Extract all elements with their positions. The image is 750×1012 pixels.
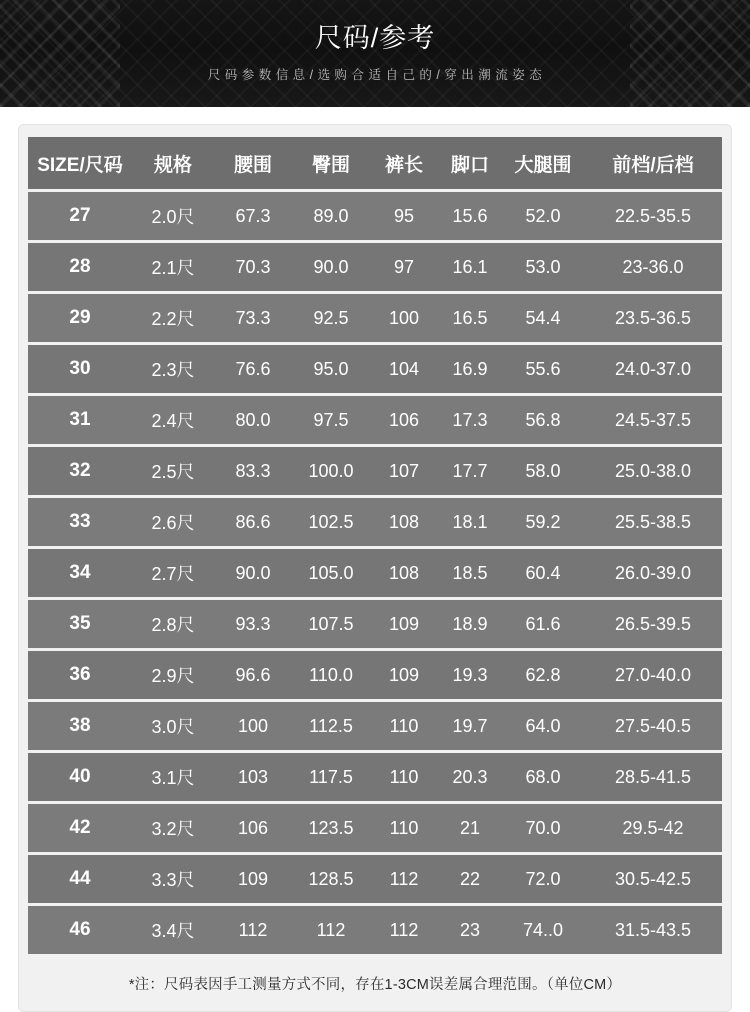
cell-hip: 89.0 [292,192,370,240]
cell-hip: 107.5 [292,600,370,648]
cell-size: 33 [28,498,132,546]
cell-rise: 26.0-39.0 [584,549,722,597]
cell-waist: 103 [214,753,292,801]
cell-rise: 23.5-36.5 [584,294,722,342]
cell-size: 42 [28,804,132,852]
cell-waist: 80.0 [214,396,292,444]
table-row [28,192,722,240]
cell-length: 112 [370,855,438,903]
cell-length: 110 [370,753,438,801]
cell-size: 27 [28,192,132,240]
table-row [28,345,722,393]
cell-thigh: 64.0 [502,702,584,750]
page-subtitle: 尺 码 参 数 信 息 / 选 购 合 适 自 己 的 / 穿 出 潮 流 姿 态 [207,68,543,83]
cell-size: 44 [28,855,132,903]
table-row [28,753,722,801]
cell-thigh: 61.6 [502,600,584,648]
cell-size: 36 [28,651,132,699]
cell-thigh: 56.8 [502,396,584,444]
cell-rise: 26.5-39.5 [584,600,722,648]
table-row [28,906,722,954]
cell-length: 110 [370,702,438,750]
cell-hip: 112.5 [292,702,370,750]
cell-cuff: 18.5 [438,549,502,597]
cell-hip: 128.5 [292,855,370,903]
cell-length: 108 [370,498,438,546]
cell-waist: 83.3 [214,447,292,495]
cell-length: 112 [370,906,438,954]
cell-thigh: 54.4 [502,294,584,342]
cell-size: 29 [28,294,132,342]
cell-spec: 2.1尺 [132,243,214,291]
cell-hip: 105.0 [292,549,370,597]
table-row [28,804,722,852]
cell-waist: 106 [214,804,292,852]
table-row [28,549,722,597]
cell-size: 32 [28,447,132,495]
cell-spec: 2.8尺 [132,600,214,648]
cell-length: 106 [370,396,438,444]
cell-rise: 31.5-43.5 [584,906,722,954]
cell-spec: 2.0尺 [132,192,214,240]
cell-hip: 102.5 [292,498,370,546]
cell-thigh: 53.0 [502,243,584,291]
cell-size: 40 [28,753,132,801]
cell-cuff: 16.1 [438,243,502,291]
cell-size: 34 [28,549,132,597]
cell-cuff: 23 [438,906,502,954]
cell-cuff: 20.3 [438,753,502,801]
cell-hip: 90.0 [292,243,370,291]
cell-size: 28 [28,243,132,291]
table-body [28,192,722,954]
cell-waist: 100 [214,702,292,750]
column-header-rise: 前档/后档 [584,137,722,189]
cell-cuff: 19.3 [438,651,502,699]
cell-waist: 67.3 [214,192,292,240]
cell-rise: 25.5-38.5 [584,498,722,546]
cell-size: 46 [28,906,132,954]
cell-waist: 76.6 [214,345,292,393]
header-banner [0,0,750,107]
cell-thigh: 60.4 [502,549,584,597]
cell-cuff: 16.5 [438,294,502,342]
cell-hip: 97.5 [292,396,370,444]
cell-cuff: 21 [438,804,502,852]
cell-length: 109 [370,600,438,648]
cell-rise: 29.5-42 [584,804,722,852]
cell-waist: 90.0 [214,549,292,597]
cell-rise: 24.0-37.0 [584,345,722,393]
column-header-cuff: 脚口 [438,137,502,189]
cell-rise: 27.0-40.0 [584,651,722,699]
table-row [28,498,722,546]
cell-spec: 2.7尺 [132,549,214,597]
cell-length: 104 [370,345,438,393]
cell-rise: 24.5-37.5 [584,396,722,444]
cell-hip: 95.0 [292,345,370,393]
cell-spec: 3.1尺 [132,753,214,801]
cell-length: 97 [370,243,438,291]
cell-size: 38 [28,702,132,750]
cell-rise: 27.5-40.5 [584,702,722,750]
cell-spec: 3.2尺 [132,804,214,852]
cell-thigh: 74..0 [502,906,584,954]
cell-thigh: 68.0 [502,753,584,801]
cell-waist: 96.6 [214,651,292,699]
cell-cuff: 19.7 [438,702,502,750]
cell-thigh: 72.0 [502,855,584,903]
table-row [28,855,722,903]
table-row [28,294,722,342]
cell-hip: 100.0 [292,447,370,495]
cell-thigh: 55.6 [502,345,584,393]
cell-size: 30 [28,345,132,393]
table-row [28,447,722,495]
table-row [28,396,722,444]
cell-waist: 86.6 [214,498,292,546]
cell-thigh: 59.2 [502,498,584,546]
cell-thigh: 52.0 [502,192,584,240]
cell-thigh: 58.0 [502,447,584,495]
measurement-note: *注：尺码表因手工测量方式不同，存在1-3CM误差属合理范围。（单位CM） [128,977,622,993]
cell-length: 107 [370,447,438,495]
cell-thigh: 62.8 [502,651,584,699]
cell-spec: 2.9尺 [132,651,214,699]
cell-length: 95 [370,192,438,240]
cell-cuff: 16.9 [438,345,502,393]
cell-rise: 30.5-42.5 [584,855,722,903]
cell-hip: 112 [292,906,370,954]
cell-spec: 2.2尺 [132,294,214,342]
column-header-thigh: 大腿围 [502,137,584,189]
cell-length: 109 [370,651,438,699]
page-title: 尺码/参考 [314,22,436,53]
size-table [28,134,722,957]
table-row [28,600,722,648]
column-header-spec: 规格 [132,137,214,189]
table-header-row [28,137,722,189]
cell-length: 110 [370,804,438,852]
cell-length: 108 [370,549,438,597]
cell-spec: 3.0尺 [132,702,214,750]
column-header-hip: 臀围 [292,137,370,189]
cell-waist: 70.3 [214,243,292,291]
cell-waist: 109 [214,855,292,903]
table-row [28,243,722,291]
cell-cuff: 15.6 [438,192,502,240]
cell-rise: 23-36.0 [584,243,722,291]
size-table-panel [18,124,732,1012]
cell-cuff: 18.9 [438,600,502,648]
cell-hip: 110.0 [292,651,370,699]
cell-spec: 3.4尺 [132,906,214,954]
column-header-length: 裤长 [370,137,438,189]
cell-size: 31 [28,396,132,444]
cell-rise: 28.5-41.5 [584,753,722,801]
cell-waist: 73.3 [214,294,292,342]
cell-hip: 123.5 [292,804,370,852]
column-header-waist: 腰围 [214,137,292,189]
cell-spec: 2.3尺 [132,345,214,393]
cell-rise: 22.5-35.5 [584,192,722,240]
cell-rise: 25.0-38.0 [584,447,722,495]
table-row [28,651,722,699]
cell-cuff: 22 [438,855,502,903]
column-header-size: SIZE/尺码 [28,137,132,189]
cell-thigh: 70.0 [502,804,584,852]
cell-spec: 2.6尺 [132,498,214,546]
table-header [28,137,722,189]
cell-spec: 2.4尺 [132,396,214,444]
cell-length: 100 [370,294,438,342]
cell-cuff: 17.3 [438,396,502,444]
table-row [28,702,722,750]
cell-spec: 2.5尺 [132,447,214,495]
cell-waist: 112 [214,906,292,954]
cell-waist: 93.3 [214,600,292,648]
cell-spec: 3.3尺 [132,855,214,903]
cell-hip: 117.5 [292,753,370,801]
cell-cuff: 18.1 [438,498,502,546]
cell-hip: 92.5 [292,294,370,342]
cell-size: 35 [28,600,132,648]
cell-cuff: 17.7 [438,447,502,495]
